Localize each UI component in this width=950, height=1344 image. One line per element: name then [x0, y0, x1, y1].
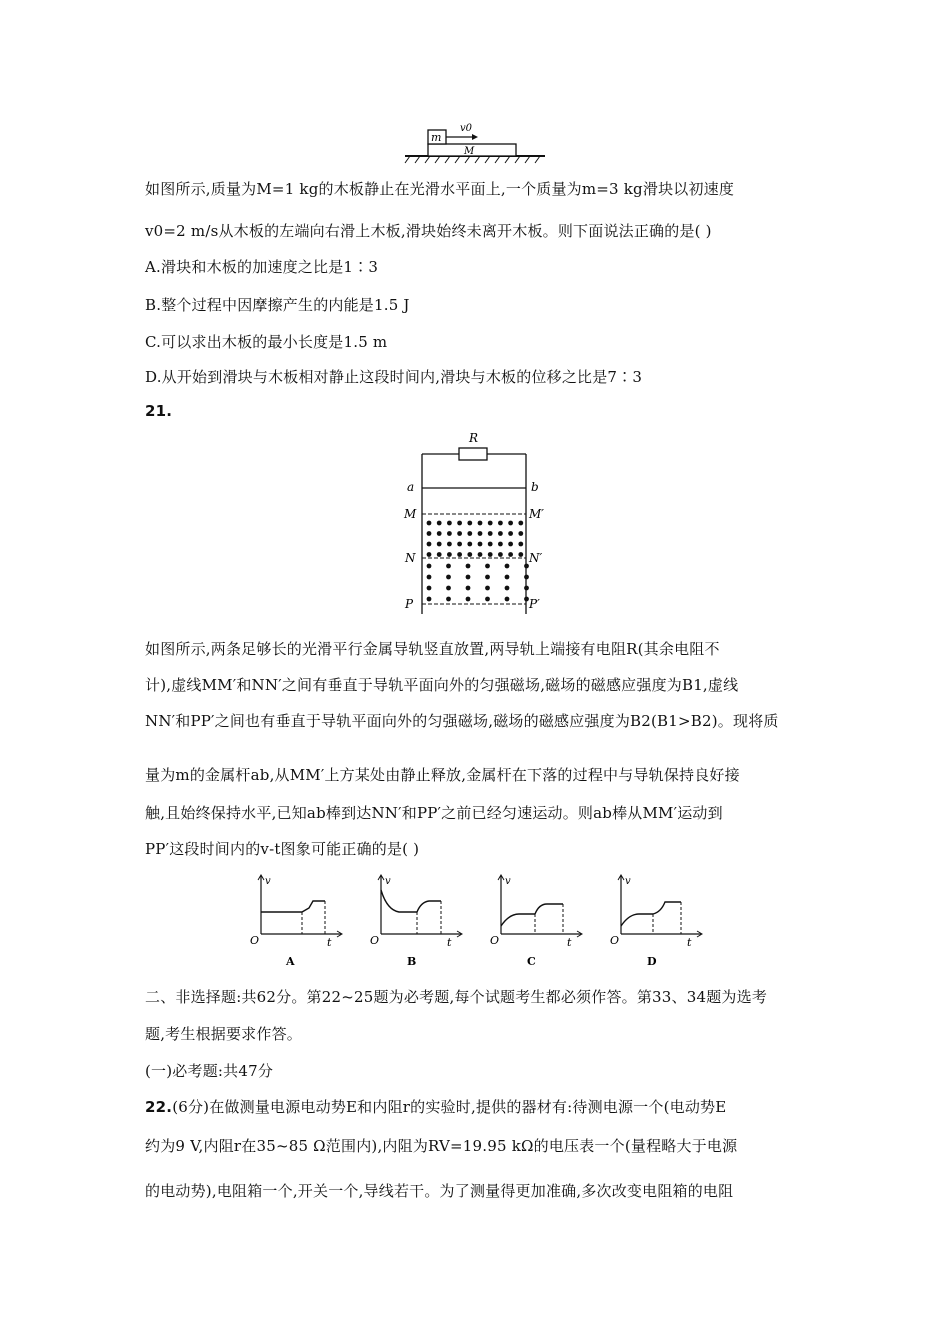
- field-dot: [427, 564, 432, 569]
- v0-label: v0: [460, 123, 473, 134]
- v-axis-label: v: [505, 876, 511, 887]
- field-dot: [467, 521, 472, 526]
- q22-text: (6分)在做测量电源电动势E和内阻r的实验时,提供的器材有:待测电源一个(电动势E: [172, 1098, 727, 1116]
- field-dot: [488, 521, 493, 526]
- field-dot: [437, 542, 442, 547]
- field-dot: [467, 552, 472, 557]
- origin-label: O: [370, 934, 380, 947]
- q20-option-c: C.可以求出木板的最小长度是1.5 m: [145, 333, 388, 351]
- field-b1-dots: [427, 521, 524, 557]
- t-axis-label: t: [567, 936, 572, 949]
- field-dot: [478, 542, 483, 547]
- field-dot: [457, 521, 462, 526]
- rail-field-figure: [395, 428, 555, 614]
- v-axis-label: v: [385, 876, 391, 887]
- field-dot: [427, 597, 432, 602]
- section2-subheading: (一)必考题:共47分: [145, 1062, 274, 1080]
- field-dot: [498, 531, 503, 536]
- field-dot: [508, 521, 513, 526]
- field-dot: [478, 552, 483, 557]
- q22-line3: 的电动势),电阻箱一个,开关一个,导线若干。为了测量得更加准确,多次改变电阻箱的电阻: [145, 1182, 734, 1200]
- graph-a-label: A: [286, 955, 295, 968]
- field-dot: [446, 597, 451, 602]
- field-dot: [518, 531, 523, 536]
- origin-label: O: [250, 934, 260, 947]
- field-dot: [467, 531, 472, 536]
- field-dot: [505, 597, 510, 602]
- field-dot: [485, 597, 490, 602]
- t-axis-label: t: [447, 936, 452, 949]
- q21-stem-line4: 量为m的金属杆ab,从MM′上方某处由静止释放,金属杆在下落的过程中与导轨保持良好接: [145, 766, 740, 784]
- field-dot: [427, 552, 432, 557]
- field-dot: [518, 552, 523, 557]
- field-dot: [524, 597, 529, 602]
- q21-stem-line5: 触,且始终保持水平,已知ab棒到达NN′和PP′之前已经匀速运动。则ab棒从MM′运动到: [145, 804, 723, 822]
- label-P-prime: P′: [529, 597, 540, 611]
- field-dot: [505, 575, 510, 580]
- t-axis-label: t: [327, 936, 332, 949]
- field-dot: [437, 521, 442, 526]
- field-dot: [485, 564, 490, 569]
- field-dot: [447, 531, 452, 536]
- resistor-R-label: R: [469, 431, 479, 445]
- field-dot: [485, 586, 490, 591]
- mass-m-label: m: [431, 131, 442, 144]
- field-dot: [457, 531, 462, 536]
- label-b: b: [531, 480, 539, 494]
- q22-line1: [145, 1096, 726, 1117]
- v-axis-label: v: [625, 876, 631, 887]
- field-dot: [446, 575, 451, 580]
- q21-number: 21.: [145, 402, 173, 420]
- field-dot: [427, 521, 432, 526]
- field-dot: [427, 531, 432, 536]
- field-dot: [518, 542, 523, 547]
- vt-graph-b: [365, 872, 465, 972]
- field-dot: [478, 521, 483, 526]
- q22-number: 22.: [145, 1098, 173, 1116]
- field-dot: [427, 542, 432, 547]
- field-dot: [437, 552, 442, 557]
- field-dot: [427, 575, 432, 580]
- q20-option-b: B.整个过程中因摩擦产生的内能是1.5 J: [145, 296, 410, 314]
- field-dot: [478, 531, 483, 536]
- field-dot: [427, 586, 432, 591]
- field-dot: [466, 586, 471, 591]
- label-P: P: [405, 597, 414, 611]
- origin-label: O: [610, 934, 620, 947]
- label-M-prime: M′: [529, 507, 545, 521]
- origin-label: O: [490, 934, 500, 947]
- field-dot: [488, 531, 493, 536]
- graph-b-label: B: [407, 955, 417, 968]
- q21-stem-line6: PP′这段时间内的v-t图象可能正确的是( ): [145, 840, 420, 858]
- field-dot: [446, 586, 451, 591]
- q21-stem-line2: 计),虚线MM′和NN′之间有垂直于导轨平面向外的匀强磁场,磁场的磁感应强度为B1,虚线: [145, 676, 739, 694]
- graph-c-label: C: [527, 955, 536, 968]
- field-dot: [518, 521, 523, 526]
- field-dot: [505, 586, 510, 591]
- field-dot: [498, 552, 503, 557]
- field-dot: [505, 564, 510, 569]
- field-dot: [498, 521, 503, 526]
- field-b2-dots: [427, 564, 529, 602]
- field-dot: [524, 575, 529, 580]
- label-M: M: [404, 507, 417, 521]
- q21-stem-line1: 如图所示,两条足够长的光滑平行金属导轨竖直放置,两导轨上端接有电阻R(其余电阻不: [145, 640, 720, 658]
- mass-M-label: M: [464, 146, 475, 157]
- vt-graph-d: [605, 872, 705, 972]
- field-dot: [446, 564, 451, 569]
- field-dot: [457, 542, 462, 547]
- q20-option-a: A.滑块和木板的加速度之比是1∶3: [145, 258, 379, 276]
- field-dot: [488, 542, 493, 547]
- field-dot: [466, 597, 471, 602]
- field-dot: [488, 552, 493, 557]
- vt-graph-a: [245, 872, 345, 972]
- vt-graph-c: [485, 872, 585, 972]
- field-dot: [447, 552, 452, 557]
- q20-stem-line1: 如图所示,质量为M=1 kg的木板静止在光滑水平面上,一个质量为m=3 kg滑块以初速度: [145, 180, 735, 198]
- field-dot: [467, 542, 472, 547]
- label-N-prime: N′: [529, 551, 543, 565]
- field-dot: [508, 542, 513, 547]
- label-N: N: [405, 551, 416, 565]
- field-dot: [447, 521, 452, 526]
- t-axis-label: t: [687, 936, 692, 949]
- field-dot: [485, 575, 490, 580]
- graph-d-label: D: [647, 955, 657, 968]
- field-dot: [437, 531, 442, 536]
- field-dot: [508, 552, 513, 557]
- label-a: a: [407, 480, 415, 494]
- field-dot: [524, 564, 529, 569]
- q21-stem-line3: NN′和PP′之间也有垂直于导轨平面向外的匀强磁场,磁场的磁感应强度为B2(B1>B2)。现将质: [145, 712, 779, 730]
- field-dot: [466, 564, 471, 569]
- field-dot: [508, 531, 513, 536]
- q20-option-d: D.从开始到滑块与木板相对静止这段时间内,滑块与木板的位移之比是7∶3: [145, 368, 643, 386]
- field-dot: [498, 542, 503, 547]
- field-dot: [524, 586, 529, 591]
- q20-stem-line2: v0=2 m/s从木板的左端向右滑上木板,滑块始终未离开木板。则下面说法正确的是( ): [145, 222, 712, 240]
- field-dot: [457, 552, 462, 557]
- q22-line2: 约为9 V,内阻r在35~85 Ω范围内),内阻为RV=19.95 kΩ的电压表一个(量程略大于电源: [145, 1137, 738, 1155]
- section2-line2: 题,考生根据要求作答。: [145, 1025, 302, 1043]
- v-axis-label: v: [265, 876, 271, 887]
- field-dot: [466, 575, 471, 580]
- section2-line1: 二、非选择题:共62分。第22~25题为必考题,每个试题考生都必须作答。第33、34题为选考: [145, 988, 768, 1006]
- block-board-figure: [400, 118, 550, 166]
- field-dot: [447, 542, 452, 547]
